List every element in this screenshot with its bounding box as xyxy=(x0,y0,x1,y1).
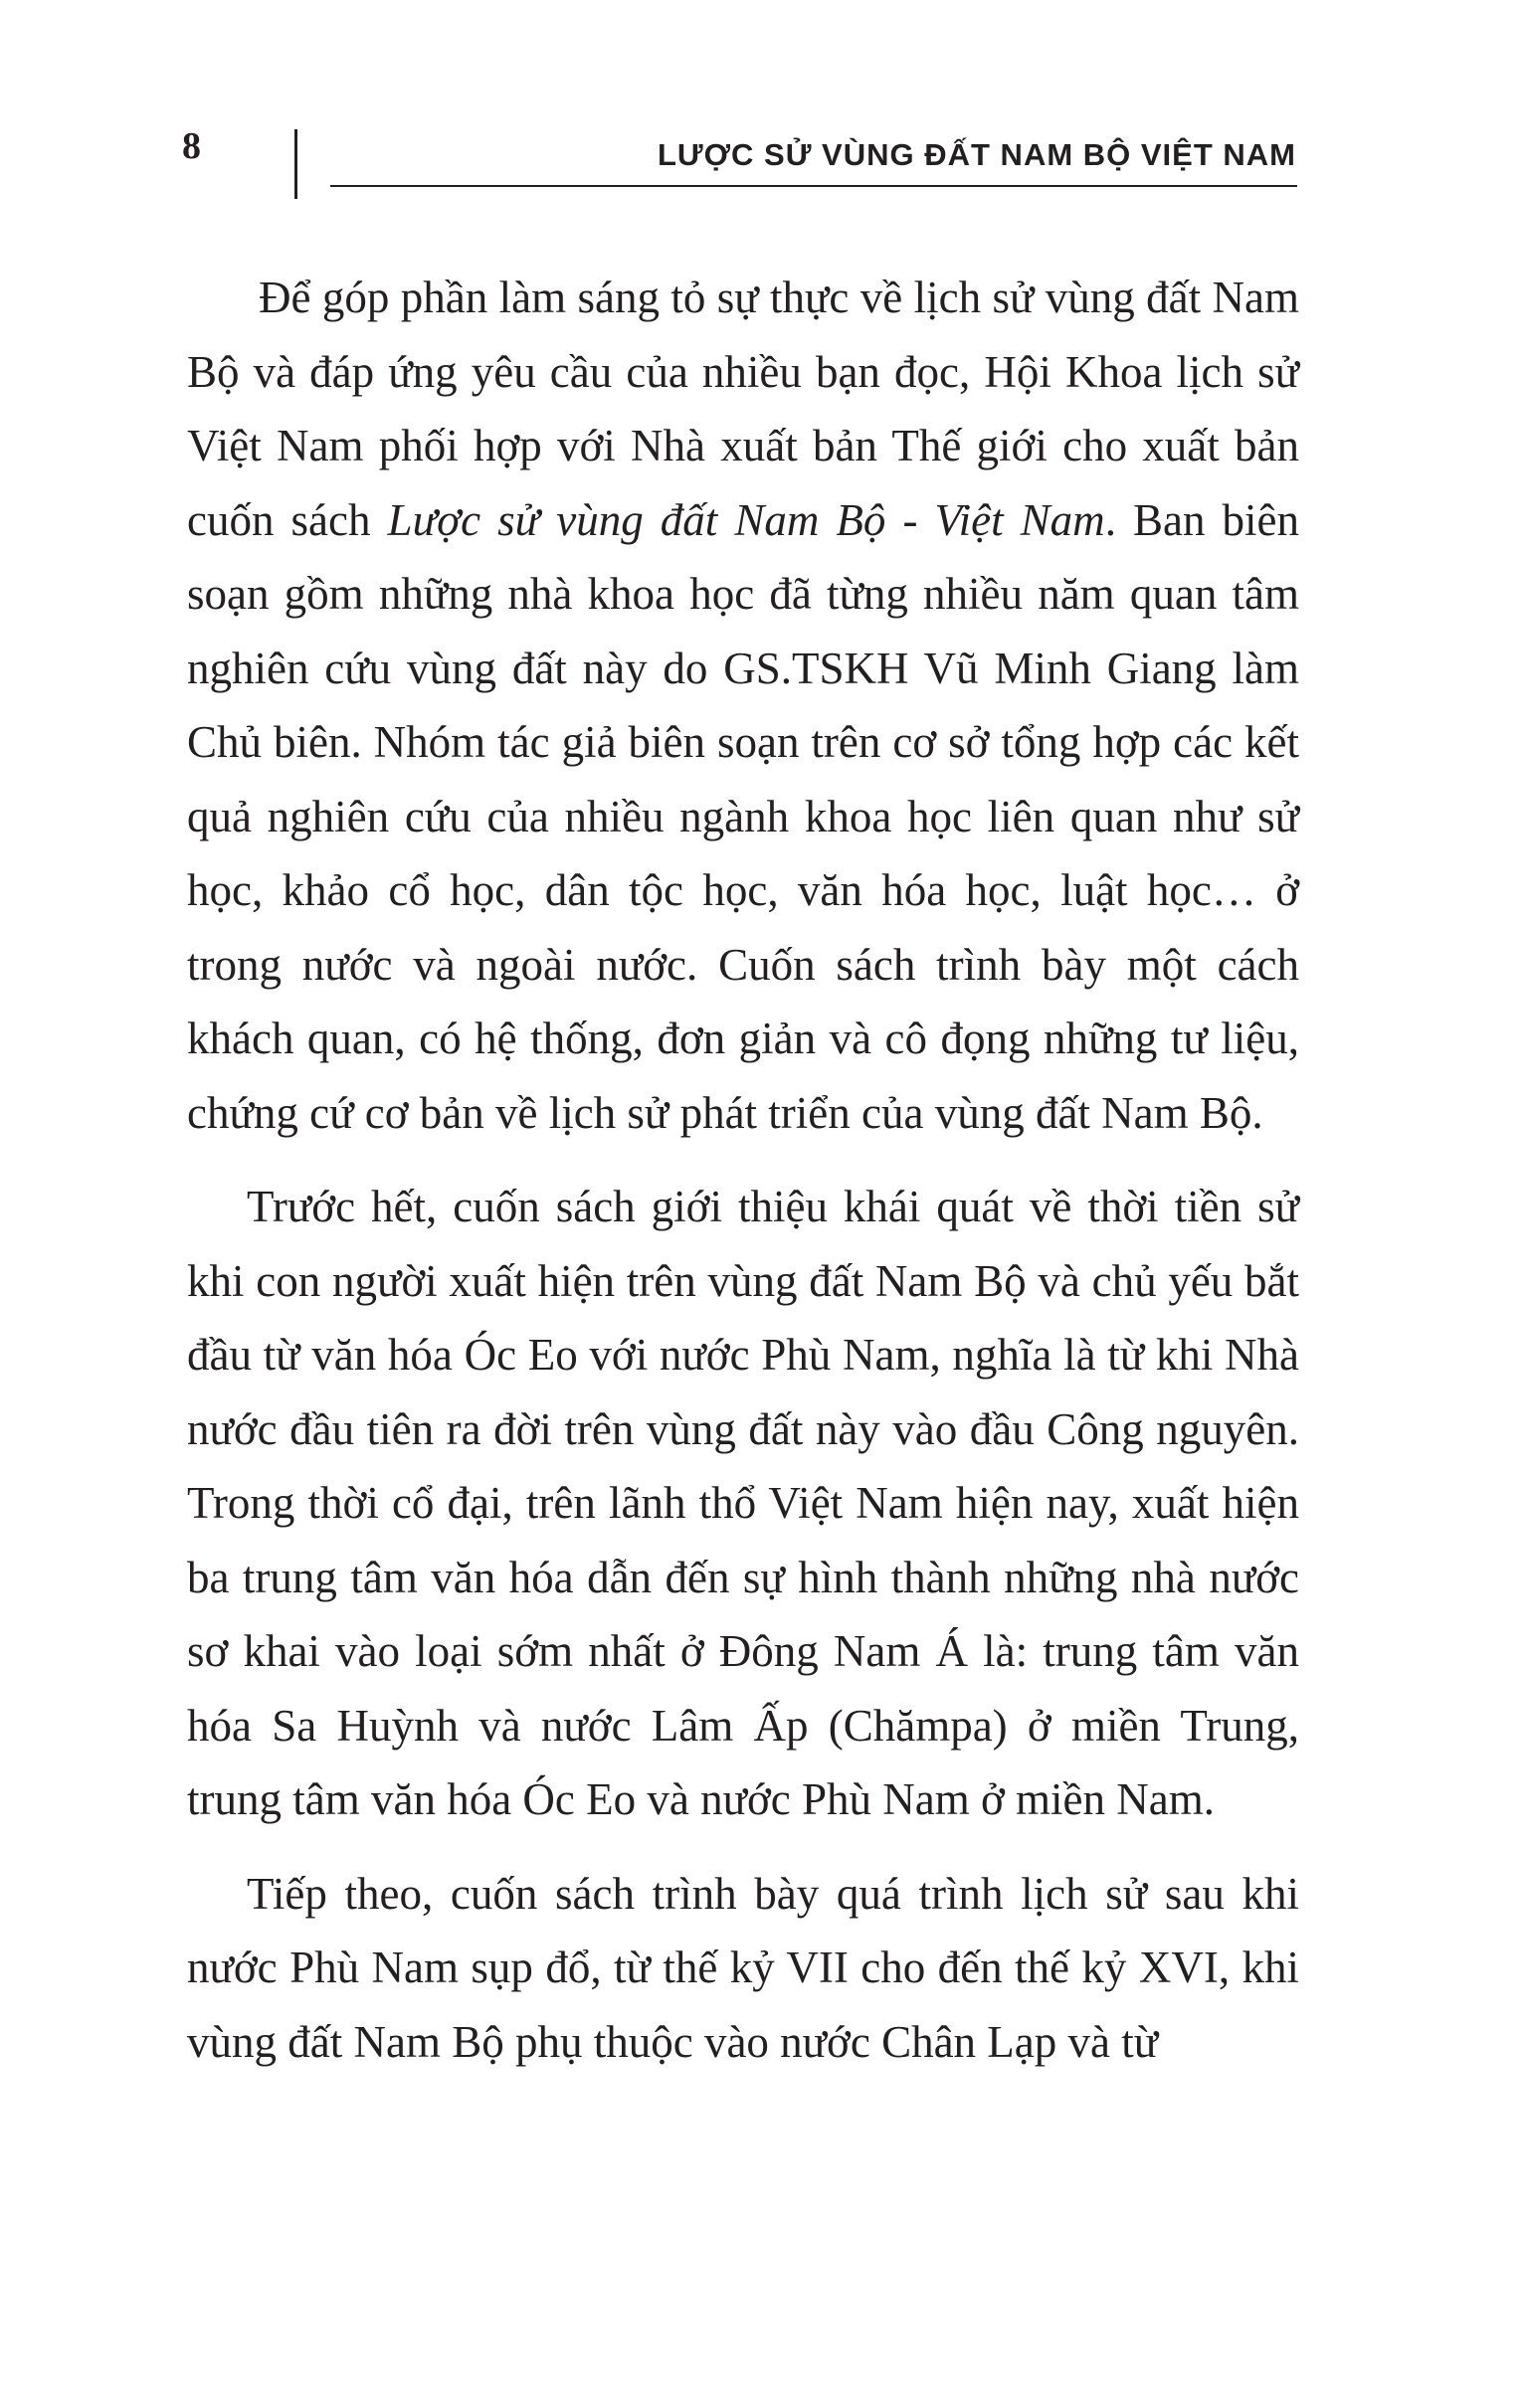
paragraph-1-book-title-italic: Lược sử vùng đất Nam Bộ - Việt Nam xyxy=(387,494,1105,545)
running-book-title: LƯỢC SỬ VÙNG ĐẤT NAM BỘ VIỆT NAM xyxy=(657,137,1296,172)
paragraph-1 xyxy=(187,261,1299,1150)
header-rule xyxy=(330,185,1297,187)
paragraph-1-text-start: Để góp phần làm sáng tỏ sự thực về lịch sử vùng đất Nam Bộ và đáp ứng yêu cầu của nhiều bạn đọc, Hội Khoa lịch sử Việt Nam phối hợp với Nhà xuất bản Thế giới cho xuất bản cuốn sách xyxy=(187,273,1299,545)
paragraph-1-text-end: . Ban biên soạn gồm những nhà khoa học đã từng nhiều năm quan tâm nghiên cứu vùng đất này do GS.TSKH Vũ Minh Giang làm Chủ biên. Nhóm tác giả biên soạn trên cơ sở tổng hợp các kết quả nghiên cứu của nhiều ngành khoa học liên quan như sử học, khảo cổ học, dân tộc học, văn hóa học, luật học… ở trong nước và ngoài nước. Cuốn sách trình bày một cách khách quan, có hệ thống, đơn giản và cô đọng những tư liệu, chứng cứ cơ bản về lịch sử phát triển của vùng đất Nam Bộ. xyxy=(187,494,1300,1138)
paragraph-3: Tiếp theo, cuốn sách trình bày quá trình lịch sử sau khi nước Phù Nam sụp đổ, từ thế kỷ VII cho đến thế kỷ XVI, khi vùng đất Nam Bộ phụ thuộc vào nước Chân Lạp và từ xyxy=(187,1868,1299,2067)
header-vertical-divider xyxy=(294,129,297,199)
paragraph-2: Trước hết, cuốn sách giới thiệu khái quát về thời tiền sử khi con người xuất hiện trên vùng đất Nam Bộ và chủ yếu bắt đầu từ văn hóa Óc Eo với nước Phù Nam, nghĩa là từ khi Nhà nước đầu tiên ra đời trên vùng đất này vào đầu Công nguyên. Trong thời cổ đại, trên lãnh thổ Việt Nam hiện nay, xuất hiện ba trung tâm văn hóa dẫn đến sự hình thành những nhà nước sơ khai vào loại sớm nhất ở Đông Nam Á là: trung tâm văn hóa Sa Huỳnh và nước Lâm Ấp (Chămpa) ở miền Trung, trung tâm văn hóa Óc Eo và nước Phù Nam ở miền Nam. xyxy=(187,1182,1299,1824)
page-number: 8 xyxy=(182,125,201,167)
body-text xyxy=(187,261,1299,2099)
running-header xyxy=(0,0,1527,219)
